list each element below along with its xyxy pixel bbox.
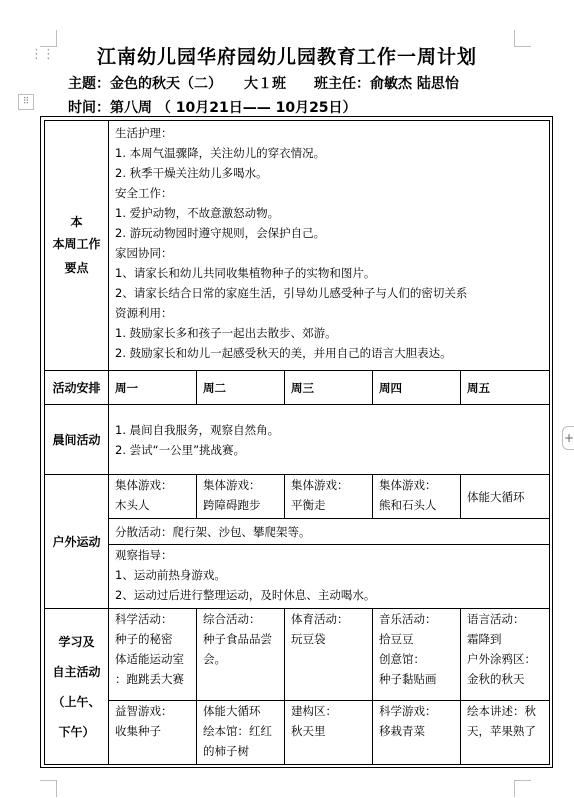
cell-line: 科学游戏： <box>379 704 437 718</box>
focus-line: 资源利用： <box>115 306 173 320</box>
focus-line: 1、请家长和幼儿共同收集植物种子的实物和图片。 <box>115 266 376 280</box>
focus-line: 1. 爱护动物，不故意激怒动物。 <box>115 206 280 220</box>
cell-line: 拾豆豆 <box>379 632 414 646</box>
cell-line: 体能大循环 <box>203 704 261 718</box>
day-monday[interactable]: 周一 <box>109 371 197 405</box>
day-wednesday[interactable]: 周三 <box>285 371 373 405</box>
cell-line: 观察指导： <box>115 548 173 562</box>
cell-line: 熊和石头人 <box>379 498 437 512</box>
time-label: 时间： <box>68 100 110 116</box>
focus-line: 1. 本周气温骤降，关注幼儿的穿衣情况。 <box>115 146 326 160</box>
cell-line: 1、运动前热身游戏。 <box>115 568 226 582</box>
outdoor-observe-row <box>45 545 550 609</box>
outdoor-observe[interactable] <box>109 545 550 609</box>
schedule-row <box>45 371 550 405</box>
focus-row <box>45 121 550 371</box>
focus-line: 2. 秋季干燥关注幼儿多喝水。 <box>115 166 268 180</box>
focus-line: 安全工作： <box>115 186 173 200</box>
study-row-2 <box>45 701 550 765</box>
cell-line: 移栽青菜 <box>379 724 425 738</box>
cell-line: 平衡走 <box>291 498 326 512</box>
page-title: 江南幼儿园华府园幼儿园教育工作一周计划 <box>96 46 477 68</box>
morning-line: 2. 尝试“一公里”挑战赛。 <box>115 442 246 457</box>
theme-label: 主题： <box>68 76 110 92</box>
teacher-label: 班主任： <box>314 76 370 92</box>
morning-line: 1. 晨间自我服务，观察自然角。 <box>115 422 280 437</box>
focus-line: 2、请家长结合日常的家庭生活，引导幼儿感受种子与人们的密切关系 <box>115 286 468 300</box>
study-label <box>45 609 109 765</box>
study-mon-1[interactable] <box>109 609 197 701</box>
cell-line: 体适能运动室 <box>115 652 184 666</box>
study-row-1 <box>45 609 550 701</box>
theme-line <box>68 73 459 93</box>
cell-line: 跨障碍跑步 <box>203 498 261 512</box>
outdoor-scatter[interactable]: 分散活动：爬行架、沙包、攀爬架等。 <box>109 519 550 545</box>
outdoor-game-wed[interactable] <box>285 475 373 519</box>
cell-line: ：跑跳丢大赛 <box>115 672 184 686</box>
focus-label-text: 本周工作要点 <box>52 236 101 275</box>
focus-line: 生活护理： <box>115 126 173 140</box>
time-value: 第八周 （ 10月21日—— 10月25日） <box>110 100 357 116</box>
cell-line: 绘本馆：红红的柿子树 <box>203 724 272 758</box>
day-friday[interactable]: 周五 <box>461 371 550 405</box>
cell-line: 科学活动： <box>115 612 173 626</box>
morning-content[interactable] <box>109 405 550 475</box>
outdoor-label: 户外运动 <box>45 475 109 609</box>
cell-line: 种子黏贴画 <box>379 672 437 686</box>
study-label-line: （上午、 <box>52 694 101 709</box>
study-label-line: 自主活动 <box>52 664 101 679</box>
focus-line: 2. 鼓励家长和幼儿一起感受秋天的美，并用自己的语言大胆表达。 <box>115 346 452 360</box>
morning-row <box>45 405 550 475</box>
cell-line: 金秋的秋天 <box>467 672 525 686</box>
cell-line: 种子的秘密 <box>115 632 173 646</box>
time-line <box>68 97 357 117</box>
cell-line: 种子食品品尝会。 <box>203 632 272 666</box>
outdoor-game-fri[interactable] <box>461 475 550 519</box>
study-tue-2[interactable] <box>197 701 285 765</box>
weekly-plan-table <box>44 120 550 765</box>
study-fri-2[interactable] <box>461 701 550 765</box>
day-tuesday[interactable]: 周二 <box>197 371 285 405</box>
outdoor-game-thu[interactable] <box>373 475 461 519</box>
study-wed-2[interactable] <box>285 701 373 765</box>
cell-line: 语言活动： <box>467 612 525 626</box>
cell-line: 霜降到 <box>467 632 502 646</box>
focus-line: 2. 游玩动物园时遵守规则，会保护自己。 <box>115 226 326 240</box>
cell-line: 收集种子 <box>115 724 161 738</box>
focus-content[interactable] <box>109 121 550 371</box>
outdoor-games-row <box>45 475 550 519</box>
morning-label: 晨间活动 <box>45 405 109 475</box>
cell-line: 2、运动过后进行整理运动，及时休息、主动喝水。 <box>115 588 376 602</box>
drag-handle-icon[interactable]: ⋮⋮ <box>30 47 54 62</box>
cell-line: 户外涂鸦区： <box>467 652 536 666</box>
cell-line: 集体游戏： <box>115 478 173 492</box>
cell-line: 综合活动： <box>203 612 261 626</box>
class-name: 大１班 <box>244 76 286 92</box>
focus-label: 本 本周工作要点 <box>45 121 109 371</box>
cell-line: 创意馆： <box>379 652 425 666</box>
page-corner-mark <box>40 780 57 797</box>
outdoor-game-tue[interactable] <box>197 475 285 519</box>
cell-line: 集体游戏： <box>379 478 437 492</box>
outdoor-scatter-row <box>45 519 550 545</box>
teacher-names: 俞敏杰 陆思怡 <box>370 76 459 92</box>
theme-value: 金色的秋天（二） <box>110 76 222 92</box>
study-fri-1[interactable] <box>461 609 550 701</box>
cell-line: 玩豆袋 <box>291 632 326 646</box>
cell-line: 体育活动： <box>291 612 349 626</box>
cell-line: 体能大循环 <box>467 489 525 504</box>
schedule-label: 活动安排 <box>45 371 109 405</box>
focus-line: 1. 鼓励家长多和孩子一起出去散步、郊游。 <box>115 326 337 340</box>
cell-line: 建构区： <box>291 704 337 718</box>
study-tue-1[interactable] <box>197 609 285 701</box>
study-mon-2[interactable] <box>109 701 197 765</box>
add-column-icon[interactable]: + <box>562 426 574 450</box>
cell-line: 秋天里 <box>291 724 326 738</box>
page-corner-mark <box>514 780 531 797</box>
cell-line: 集体游戏： <box>291 478 349 492</box>
cell-line: 绘本讲述：秋天，苹果熟了 <box>467 704 536 738</box>
study-thu-2[interactable] <box>373 701 461 765</box>
cell-line: 木头人 <box>115 498 150 512</box>
cell-line: 音乐活动： <box>379 612 437 626</box>
study-thu-1[interactable] <box>373 609 461 701</box>
focus-line: 家园协同： <box>115 246 173 260</box>
table-move-handle-icon[interactable]: ⠿ <box>18 94 34 110</box>
day-thursday[interactable]: 周四 <box>373 371 461 405</box>
outdoor-game-mon[interactable] <box>109 475 197 519</box>
study-label-line: 学习及 <box>58 634 95 649</box>
cell-line: 集体游戏： <box>203 478 261 492</box>
cell-line: 益智游戏： <box>115 704 173 718</box>
study-label-line: 下午） <box>58 724 95 739</box>
study-wed-1[interactable] <box>285 609 373 701</box>
